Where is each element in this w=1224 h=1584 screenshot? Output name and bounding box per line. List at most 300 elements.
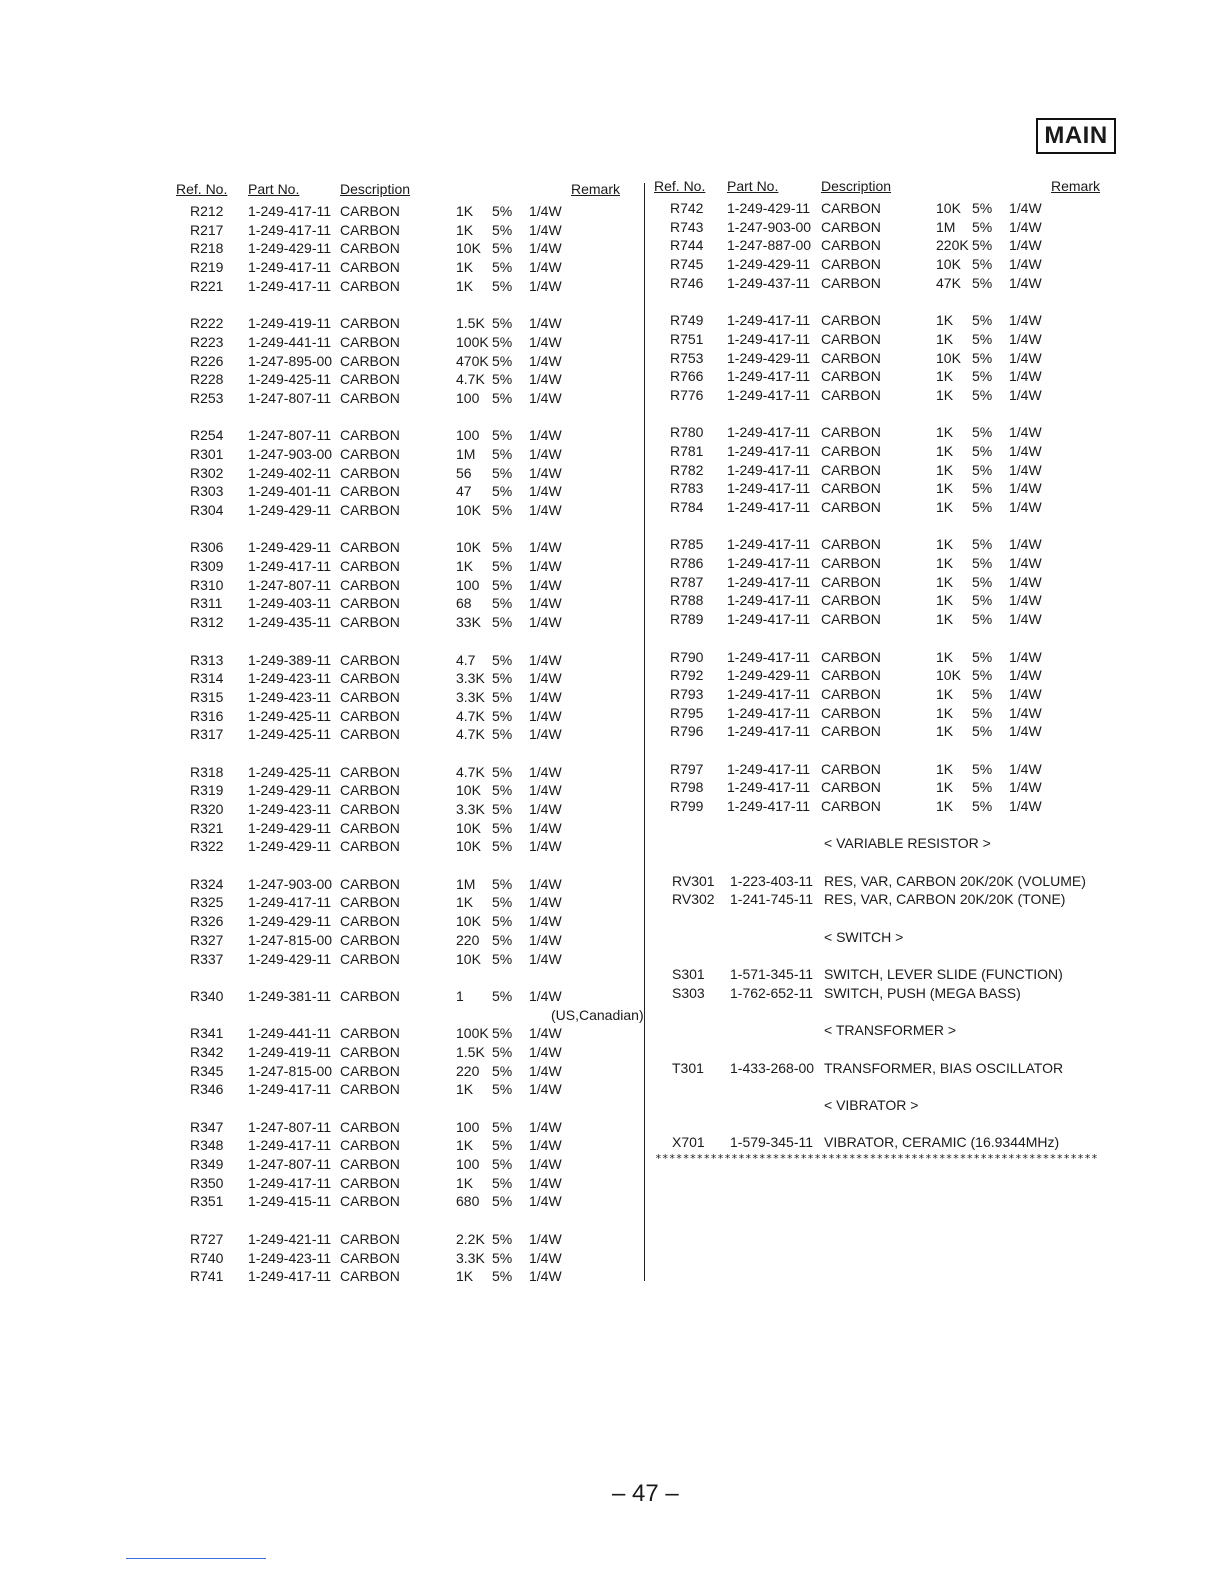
description: CARBON (340, 950, 400, 967)
value: 1K (456, 894, 474, 911)
description: CARBON (340, 688, 400, 705)
value: 1K (936, 779, 954, 796)
value: 3.3K (456, 688, 485, 705)
table-row (654, 649, 1124, 668)
part-no: 1-249-441-11 (248, 1025, 332, 1042)
description: CARBON (340, 838, 400, 855)
tolerance: 5% (492, 1156, 513, 1173)
table-row (654, 499, 1124, 518)
description: CARBON (821, 648, 881, 665)
part-no: 1-249-423-11 (248, 801, 332, 817)
table-row (176, 951, 638, 970)
ref-no: X701 (672, 1134, 705, 1151)
description: CARBON (340, 427, 400, 444)
wattage: 1/4W (529, 801, 562, 817)
tolerance: 5% (972, 555, 993, 572)
description: CARBON (821, 555, 881, 572)
tolerance: 5% (492, 277, 513, 294)
wattage: 1/4W (529, 464, 562, 481)
table-row (176, 315, 638, 334)
value: 1K (936, 536, 954, 553)
ref-no: R766 (670, 368, 704, 385)
value: 10K (456, 240, 481, 257)
tolerance: 5% (972, 256, 993, 273)
table-row (654, 536, 1124, 555)
part-no: 1-249-429-11 (248, 838, 332, 855)
tolerance: 5% (492, 987, 513, 1004)
part-no: 1-249-435-11 (248, 614, 332, 631)
tolerance: 5% (492, 352, 513, 369)
ref-no: R793 (670, 685, 704, 702)
ref-no: R743 (670, 218, 704, 235)
section-title (654, 835, 1124, 854)
table-row (654, 331, 1124, 350)
ref-no: R787 (670, 573, 704, 590)
tolerance: 5% (492, 502, 513, 518)
table-row (176, 1025, 638, 1044)
part-no: 1-249-425-11 (248, 763, 332, 780)
description: CARBON (821, 274, 881, 291)
part-no: 1-249-417-11 (727, 461, 811, 478)
ref-no: R349 (190, 1156, 224, 1173)
part-no: 1-249-417-11 (248, 1137, 332, 1154)
row-gap (176, 521, 638, 540)
ref-no: R744 (670, 237, 704, 254)
row-gap (654, 1004, 1124, 1023)
description: CARBON (340, 763, 400, 780)
column-divider (644, 183, 645, 1281)
section-heading: < VIBRATOR > (824, 1097, 919, 1113)
table-row (654, 219, 1124, 238)
tolerance: 5% (492, 801, 513, 817)
table-row (654, 761, 1124, 780)
ref-no: R780 (670, 424, 704, 441)
table-row (654, 891, 1124, 910)
description: CARBON (340, 221, 400, 238)
tolerance: 5% (492, 427, 513, 444)
ref-no: R742 (670, 200, 704, 216)
description: CARBON (821, 611, 881, 628)
value: 470K (456, 352, 489, 369)
part-no: 1-249-429-11 (727, 256, 811, 273)
value: 1K (936, 386, 954, 403)
wattage: 1/4W (529, 838, 562, 855)
ref-no: R341 (190, 1025, 224, 1042)
description: CARBON (340, 801, 400, 817)
tolerance: 5% (972, 536, 993, 553)
wattage: 1/4W (529, 670, 562, 687)
table-row (176, 371, 638, 390)
wattage: 1/4W (1009, 704, 1042, 721)
ref-no: R727 (190, 1230, 224, 1247)
table-row (176, 1156, 638, 1175)
table-row (176, 222, 638, 241)
table-row (176, 539, 638, 558)
description: SWITCH, PUSH (MEGA BASS) (824, 984, 1021, 1001)
description: CARBON (340, 483, 400, 500)
end-marker-stars: **************************************************************** (655, 1152, 1099, 1165)
ref-no: R221 (190, 277, 224, 294)
header-ref: Ref. No. (654, 178, 706, 194)
value: 10K (936, 349, 961, 366)
value: 1K (456, 1137, 474, 1154)
ref-no: RV301 (672, 872, 715, 889)
part-no: 1-571-345-11 (730, 966, 814, 983)
value: 1K (936, 704, 954, 721)
tolerance: 5% (972, 648, 993, 665)
tolerance: 5% (972, 480, 993, 497)
ref-no: R321 (190, 819, 224, 836)
wattage: 1/4W (1009, 798, 1042, 814)
table-row (654, 387, 1124, 406)
description: CARBON (821, 723, 881, 740)
part-no: 1-249-381-11 (248, 987, 332, 1004)
table-row (176, 1137, 638, 1156)
remark: (US,Canadian) (551, 1006, 644, 1023)
tolerance: 5% (492, 539, 513, 556)
wattage: 1/4W (529, 502, 562, 518)
left-rows (176, 203, 644, 1287)
part-no: 1-247-903-00 (727, 218, 812, 235)
wattage: 1/4W (529, 987, 562, 1004)
value: 2.2K (456, 1230, 485, 1247)
header-ref: Ref. No. (176, 181, 228, 197)
row-gap (176, 409, 638, 428)
section-title (654, 1022, 1124, 1041)
ref-no: R782 (670, 461, 704, 478)
value: 220 (456, 931, 480, 948)
table-row (176, 1268, 638, 1287)
wattage: 1/4W (529, 688, 562, 705)
description: CARBON (340, 240, 400, 257)
table-row (654, 443, 1124, 462)
description: CARBON (821, 779, 881, 796)
value: 3.3K (456, 670, 485, 687)
part-no: 1-249-417-11 (248, 259, 332, 276)
header-part: Part No. (248, 181, 300, 197)
part-no: 1-249-417-11 (727, 779, 811, 796)
table-row (176, 577, 638, 596)
part-no: 1-249-429-11 (248, 539, 332, 556)
value: 1K (456, 1268, 474, 1285)
table-row (654, 368, 1124, 387)
row-gap (176, 633, 638, 652)
wattage: 1/4W (1009, 424, 1042, 441)
header-remark: Remark (571, 181, 621, 197)
tolerance: 5% (972, 723, 993, 740)
value: 3.3K (456, 1249, 485, 1266)
wattage: 1/4W (1009, 648, 1042, 665)
description: CARBON (340, 1249, 400, 1266)
ref-no: R749 (670, 312, 704, 329)
part-no: 1-249-417-11 (248, 1081, 332, 1098)
value: 47 (456, 483, 472, 500)
row-gap (654, 518, 1124, 537)
wattage: 1/4W (1009, 760, 1042, 777)
description: CARBON (340, 502, 400, 518)
tolerance: 5% (492, 1268, 513, 1285)
value: 680 (456, 1193, 480, 1210)
description: CARBON (821, 480, 881, 497)
section-heading: < VARIABLE RESISTOR > (824, 835, 991, 852)
part-no: 1-249-417-11 (727, 499, 811, 515)
tolerance: 5% (492, 1193, 513, 1210)
tolerance: 5% (492, 333, 513, 350)
part-no: 1-247-807-11 (248, 427, 332, 444)
table-row (176, 595, 638, 614)
table-row (176, 334, 638, 353)
wattage: 1/4W (529, 1230, 562, 1247)
tolerance: 5% (492, 558, 513, 575)
ref-no: R219 (190, 259, 224, 276)
wattage: 1/4W (1009, 200, 1042, 216)
value: 1K (456, 277, 474, 294)
value: 1M (936, 218, 956, 235)
tolerance: 5% (492, 1249, 513, 1266)
ref-no: R740 (190, 1249, 224, 1266)
value: 1K (936, 499, 954, 515)
part-no: 1-249-429-11 (248, 240, 332, 257)
table-row (176, 502, 638, 521)
table-row (176, 240, 638, 259)
description: CARBON (821, 592, 881, 609)
ref-no: R301 (190, 445, 224, 462)
tolerance: 5% (492, 1081, 513, 1098)
tolerance: 5% (972, 704, 993, 721)
description: CARBON (340, 894, 400, 911)
value: 220 (456, 1062, 480, 1079)
table-row (176, 353, 638, 372)
right-header (654, 178, 1124, 200)
ref-no: R254 (190, 427, 224, 444)
value: 10K (936, 256, 961, 273)
part-no: 1-249-417-11 (727, 611, 811, 628)
description: CARBON (340, 670, 400, 687)
part-no: 1-249-421-11 (248, 1230, 332, 1247)
value: 1K (456, 558, 474, 575)
description: CARBON (821, 573, 881, 590)
part-no: 1-247-903-00 (248, 445, 333, 462)
table-row (176, 801, 638, 820)
description: CARBON (821, 424, 881, 441)
description: CARBON (340, 651, 400, 668)
ref-no: R325 (190, 894, 224, 911)
tolerance: 5% (972, 685, 993, 702)
ref-no: R796 (670, 723, 704, 740)
section-heading: < TRANSFORMER > (824, 1022, 956, 1039)
part-no: 1-249-429-11 (727, 349, 811, 366)
tolerance: 5% (492, 595, 513, 612)
description: CARBON (340, 203, 400, 219)
value: 1.5K (456, 1043, 485, 1060)
tolerance: 5% (972, 330, 993, 347)
ref-no: R319 (190, 782, 224, 799)
tolerance: 5% (492, 1137, 513, 1154)
ref-no: R348 (190, 1137, 224, 1154)
table-row (654, 350, 1124, 369)
table-row (176, 652, 638, 671)
wattage: 1/4W (1009, 237, 1042, 254)
table-row (176, 876, 638, 895)
value: 3.3K (456, 801, 485, 817)
value: 4.7K (456, 371, 485, 388)
page-number: – 47 – (612, 1480, 679, 1507)
part-no: 1-249-417-11 (727, 723, 811, 740)
row-gap (176, 745, 638, 764)
part-no: 1-249-425-11 (248, 371, 332, 388)
description: CARBON (340, 558, 400, 575)
description: CARBON (821, 798, 881, 814)
table-row (654, 424, 1124, 443)
description: CARBON (340, 875, 400, 892)
wattage: 1/4W (529, 371, 562, 388)
row-gap (654, 406, 1124, 425)
part-no: 1-249-417-11 (727, 536, 811, 553)
ref-no: R223 (190, 333, 224, 350)
part-no: 1-249-425-11 (248, 726, 332, 743)
wattage: 1/4W (529, 277, 562, 294)
tolerance: 5% (492, 1174, 513, 1191)
tolerance: 5% (492, 1025, 513, 1042)
row-gap (654, 1116, 1124, 1135)
wattage: 1/4W (529, 389, 562, 406)
ref-no: R781 (670, 442, 704, 459)
description: CARBON (340, 539, 400, 556)
table-row (176, 1231, 638, 1250)
part-no: 1-247-807-11 (248, 1156, 332, 1173)
wattage: 1/4W (529, 259, 562, 276)
wattage: 1/4W (1009, 555, 1042, 572)
tolerance: 5% (492, 1118, 513, 1135)
tolerance: 5% (492, 894, 513, 911)
wattage: 1/4W (1009, 312, 1042, 329)
ref-no: R310 (190, 576, 224, 593)
ref-no: R316 (190, 707, 224, 724)
description: CARBON (340, 352, 400, 369)
part-no: 1-249-417-11 (248, 1268, 332, 1285)
wattage: 1/4W (529, 1137, 562, 1154)
ref-no: R798 (670, 779, 704, 796)
ref-no: R212 (190, 203, 224, 219)
value: 4.7K (456, 763, 485, 780)
value: 1K (936, 555, 954, 572)
description: CARBON (821, 330, 881, 347)
description: CARBON (821, 536, 881, 553)
wattage: 1/4W (529, 763, 562, 780)
value: 4.7K (456, 726, 485, 743)
wattage: 1/4W (529, 483, 562, 500)
description: CARBON (821, 499, 881, 515)
description: CARBON (821, 218, 881, 235)
ref-no: R741 (190, 1268, 224, 1285)
description: CARBON (340, 576, 400, 593)
value: 1K (456, 203, 474, 219)
row-gap (176, 857, 638, 876)
wattage: 1/4W (529, 558, 562, 575)
ref-no: S301 (672, 966, 705, 983)
value: 10K (456, 782, 481, 799)
value: 1K (936, 611, 954, 628)
ref-no: R324 (190, 875, 224, 892)
part-no: 1-249-417-11 (248, 1174, 332, 1191)
wattage: 1/4W (1009, 723, 1042, 740)
value: 1M (456, 445, 476, 462)
description: CARBON (821, 368, 881, 385)
part-no: 1-249-417-11 (727, 573, 811, 590)
ref-no: R795 (670, 704, 704, 721)
table-row (654, 985, 1124, 1004)
part-no: 1-249-425-11 (248, 707, 332, 724)
description: RES, VAR, CARBON 20K/20K (VOLUME) (824, 872, 1086, 889)
value: 100 (456, 427, 480, 444)
part-no: 1-249-401-11 (248, 483, 332, 500)
ref-no: R799 (670, 798, 704, 814)
wattage: 1/4W (1009, 330, 1042, 347)
table-row (654, 592, 1124, 611)
part-no: 1-249-441-11 (248, 333, 332, 350)
part-no: 1-249-429-11 (248, 950, 332, 967)
tolerance: 5% (972, 592, 993, 609)
description: CARBON (340, 726, 400, 743)
table-row (654, 667, 1124, 686)
wattage: 1/4W (529, 1081, 562, 1098)
part-no: 1-249-417-11 (248, 203, 332, 219)
tolerance: 5% (492, 670, 513, 687)
row-gap (654, 948, 1124, 967)
description: CARBON (340, 389, 400, 406)
wattage: 1/4W (529, 726, 562, 743)
description: CARBON (340, 333, 400, 350)
wattage: 1/4W (1009, 573, 1042, 590)
tolerance: 5% (972, 611, 993, 628)
header-desc: Description (340, 181, 411, 197)
table-row (176, 390, 638, 409)
value: 100 (456, 389, 480, 406)
table-row (654, 1060, 1124, 1079)
row-gap (176, 1100, 638, 1119)
value: 1K (936, 330, 954, 347)
part-no: 1-762-652-11 (730, 984, 814, 1001)
ref-no: R303 (190, 483, 224, 500)
wattage: 1/4W (529, 1156, 562, 1173)
wattage: 1/4W (529, 221, 562, 238)
part-no: 1-249-423-11 (248, 1249, 332, 1266)
ref-no: R347 (190, 1118, 224, 1135)
wattage: 1/4W (529, 1174, 562, 1191)
description: CARBON (821, 312, 881, 329)
part-no: 1-247-815-00 (248, 931, 333, 948)
tolerance: 5% (492, 371, 513, 388)
description: CARBON (821, 200, 881, 216)
value: 1K (456, 221, 474, 238)
value: 1K (936, 685, 954, 702)
part-no: 1-579-345-11 (730, 1134, 814, 1151)
table-row (654, 798, 1124, 817)
part-no: 1-249-417-11 (727, 480, 811, 497)
tolerance: 5% (492, 259, 513, 276)
table-row (176, 932, 638, 951)
table-row (176, 1250, 638, 1269)
value: 10K (456, 913, 481, 930)
value: 10K (456, 502, 481, 518)
tolerance: 5% (492, 838, 513, 855)
description: CARBON (340, 1118, 400, 1135)
tolerance: 5% (972, 779, 993, 796)
wattage: 1/4W (529, 1043, 562, 1060)
value: 1K (936, 573, 954, 590)
part-no: 1-247-807-11 (248, 576, 332, 593)
description: CARBON (340, 1174, 400, 1191)
